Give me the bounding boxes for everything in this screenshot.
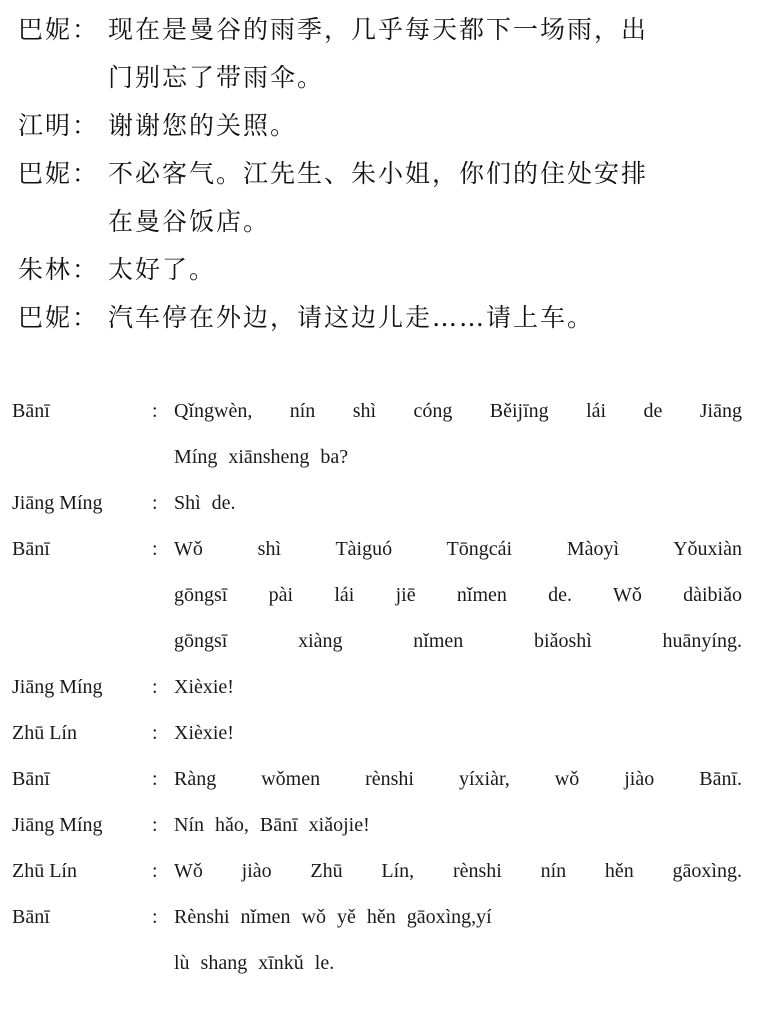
speaker-name: 巴妮： [18,15,100,44]
pinyin-speaker-name: Jiāng Míng [12,676,103,698]
pinyin-row [12,756,742,802]
dialogue-text: 门别忘了带雨伞。 [108,63,325,92]
speaker-colon: : [152,860,158,882]
pinyin-row [12,894,742,986]
pinyin-line: gōngsī pài lái jiē nǐmen de. Wǒ dàibiǎo [174,584,742,606]
dialogue-text: 太好了。 [108,255,217,284]
pinyin-speaker-name: Jiāng Míng [12,814,103,836]
pinyin-text [174,802,742,848]
pinyin-line: Ràng wǒmen rènshi yíxiàr, wǒ jiào Bānī. [174,768,742,790]
speaker-colon: : [152,906,158,928]
pinyin-line: Nín hǎo, Bānī xiǎojie! [174,814,370,836]
speaker-colon: : [152,814,158,836]
dialogue-line-continued [18,54,748,102]
pinyin-line: Xièxie! [174,722,234,744]
speaker-colon: : [152,400,158,422]
pinyin-row [12,802,742,848]
chinese-dialogue [18,6,748,342]
dialogue-text: 汽车停在外边，请这边儿走……请上车。 [108,303,595,332]
dialogue-text: 不必客气。江先生、朱小姐，你们的住处安排 [108,159,649,188]
speaker-colon: : [152,768,158,790]
pinyin-line: Wǒ shì Tàiguó Tōngcái Màoyì Yǒuxiàn [174,538,742,560]
pinyin-line: Rènshi nǐmen wǒ yě hěn gāoxìng,yí [174,906,492,928]
speaker-colon: : [152,538,158,560]
dialogue-line [18,246,748,294]
pinyin-dialogue [12,388,742,986]
pinyin-line: Qǐngwèn, nín shì cóng Běijīng lái de Jiāng [174,400,742,422]
speaker-colon: : [152,722,158,744]
pinyin-row [12,664,742,710]
pinyin-row [12,526,742,664]
pinyin-text [174,480,742,526]
dialogue-text: 现在是曼谷的雨季，几乎每天都下一场雨，出 [108,15,649,44]
speaker-name: 朱林： [18,255,100,284]
pinyin-speaker-name: Bānī [12,906,50,928]
dialogue-text: 在曼谷饭店。 [108,207,271,236]
pinyin-line: Xièxie! [174,676,234,698]
dialogue-line-continued [18,198,748,246]
speaker-colon: : [152,492,158,514]
dialogue-line [18,294,748,342]
pinyin-text [174,894,742,986]
speaker-name: 巴妮： [18,303,100,332]
pinyin-line: Míng xiānsheng ba? [174,446,349,468]
pinyin-row [12,388,742,480]
pinyin-text [174,848,742,894]
pinyin-line: Shì de. [174,492,236,514]
dialogue-line [18,6,748,54]
pinyin-text [174,388,742,480]
pinyin-text [174,664,742,710]
pinyin-text [174,710,742,756]
pinyin-text [174,756,742,802]
pinyin-speaker-name: Zhū Lín [12,722,77,744]
pinyin-line: gōngsī xiàng nǐmen biǎoshì huānyíng. [174,630,742,652]
pinyin-row [12,848,742,894]
pinyin-row [12,480,742,526]
speaker-name: 江明： [18,111,100,140]
pinyin-text [174,526,742,664]
pinyin-line: lù shang xīnkǔ le. [174,952,335,974]
pinyin-speaker-name: Zhū Lín [12,860,77,882]
pinyin-speaker-name: Jiāng Míng [12,492,103,514]
speaker-colon: : [152,676,158,698]
speaker-name: 巴妮： [18,159,100,188]
dialogue-text: 谢谢您的关照。 [108,111,298,140]
dialogue-line [18,150,748,198]
pinyin-speaker-name: Bānī [12,400,50,422]
pinyin-speaker-name: Bānī [12,538,50,560]
dialogue-line [18,102,748,150]
pinyin-line: Wǒ jiào Zhū Lín, rènshi nín hěn gāoxìng. [174,860,742,882]
pinyin-speaker-name: Bānī [12,768,50,790]
pinyin-row [12,710,742,756]
